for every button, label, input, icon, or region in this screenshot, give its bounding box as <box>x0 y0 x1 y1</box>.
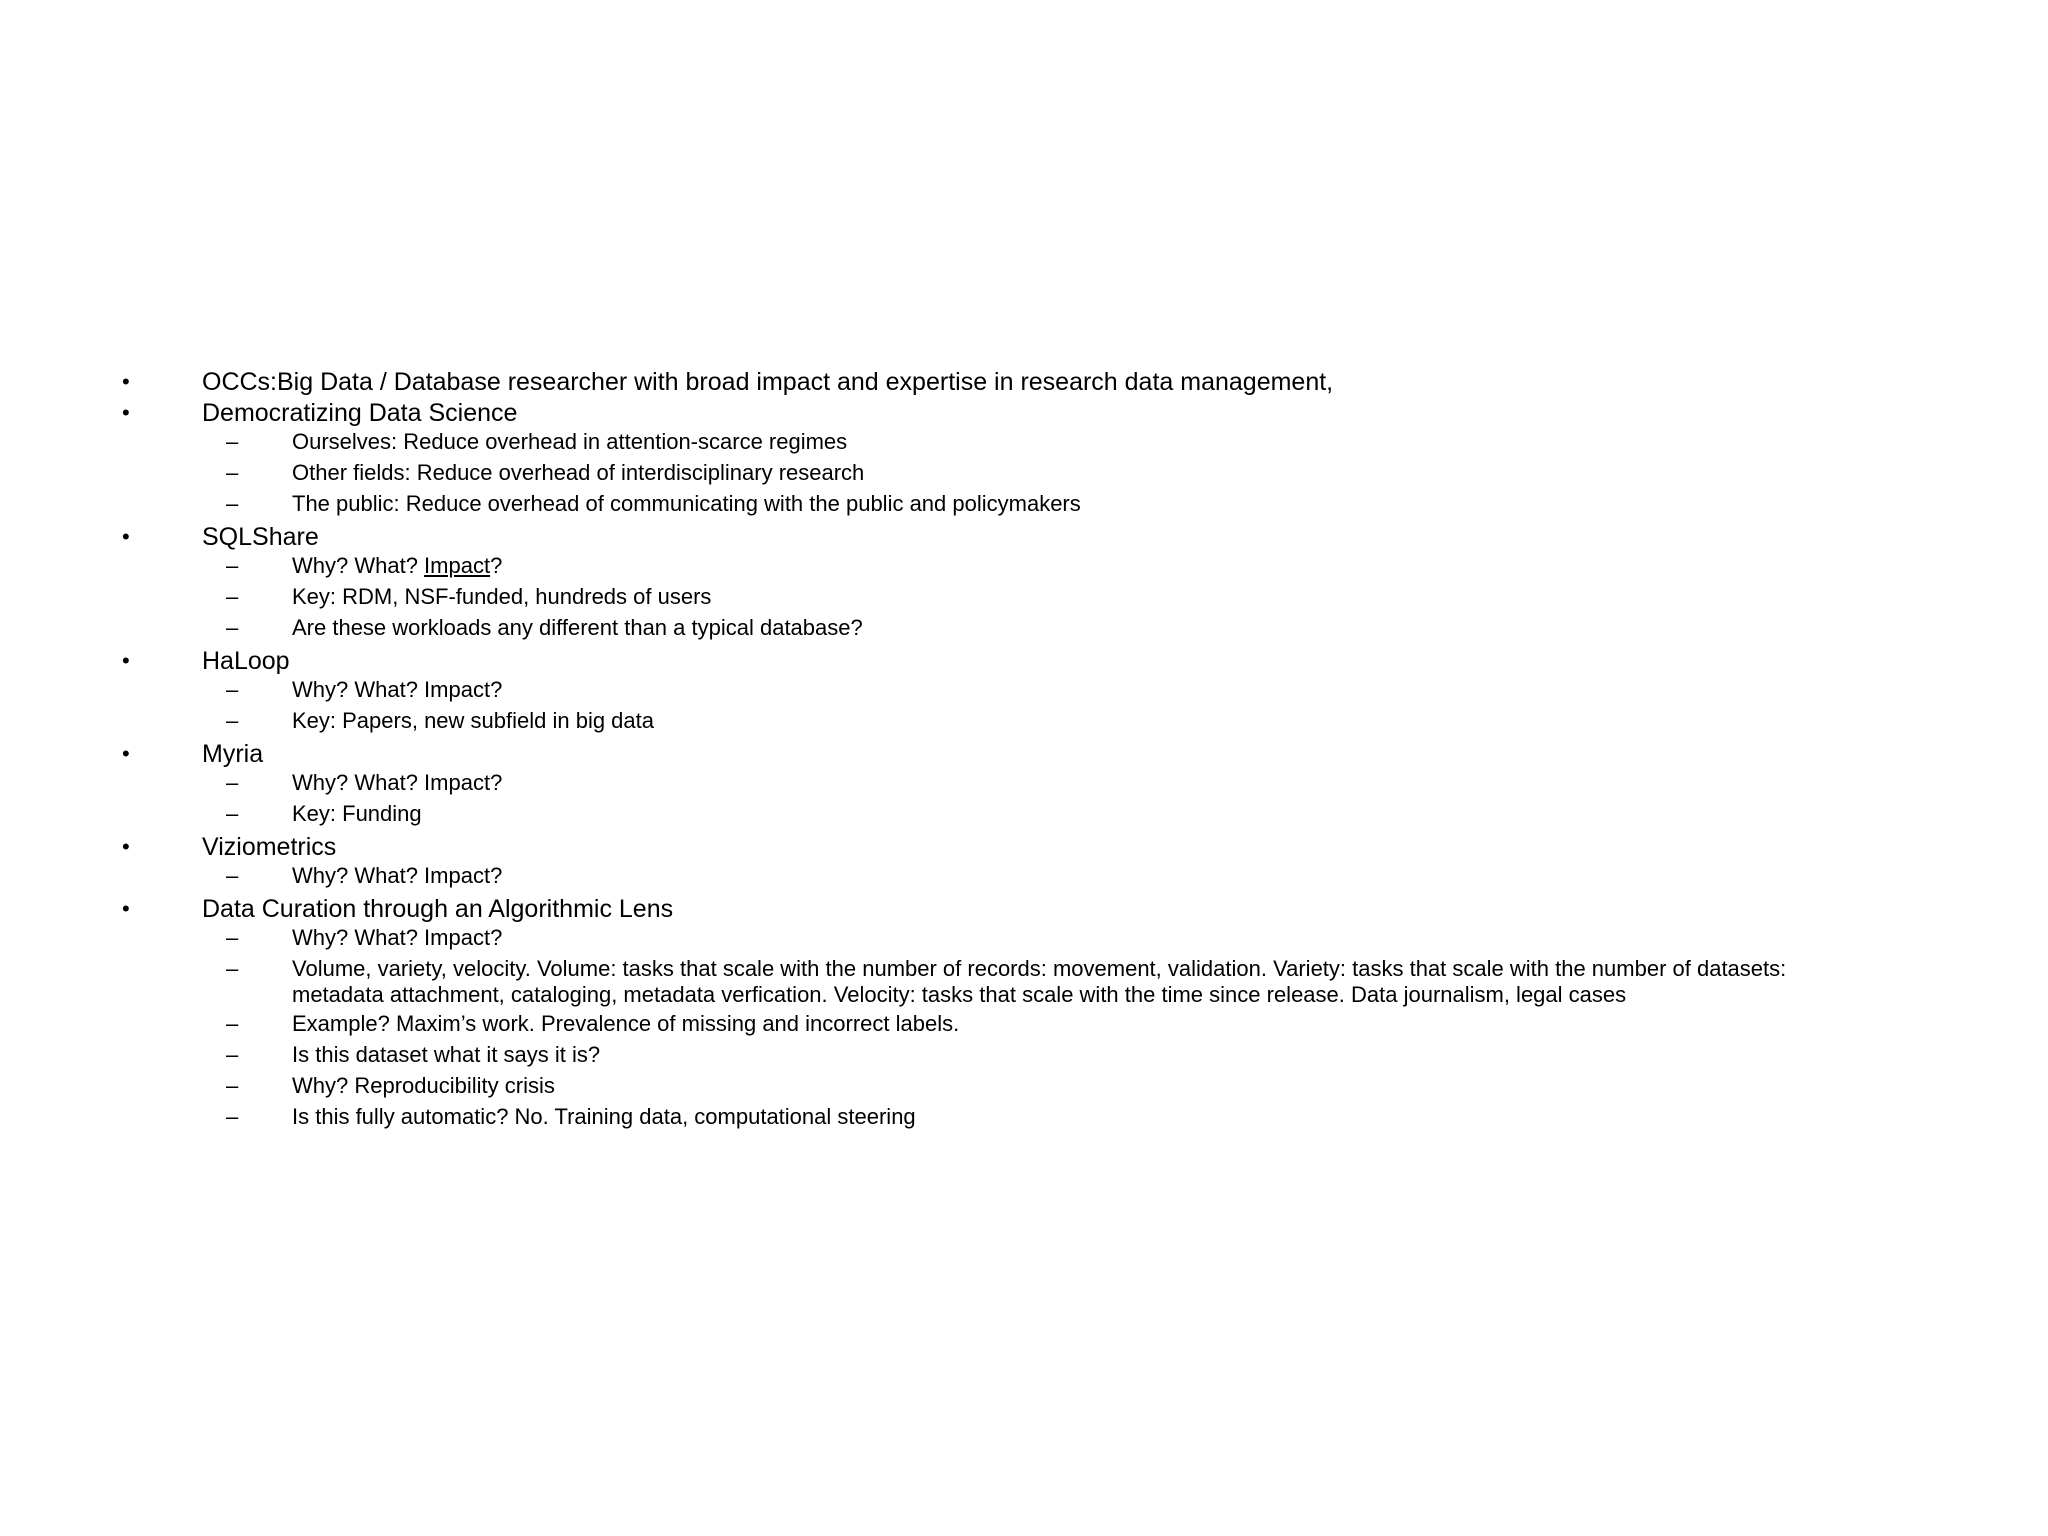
bullet-text: Democratizing Data Science <box>202 399 518 427</box>
dash-marker: – <box>226 863 239 888</box>
sub-bullet-text <box>292 956 1952 1008</box>
sub-bullet-text <box>292 553 1952 579</box>
bullet-text: SQLShare <box>202 523 319 551</box>
sub-bullet-text: Key: RDM, NSF-funded, hundreds of users <box>292 584 712 609</box>
sub-bullet-text: Example? Maxim’s work. Prevalence of missing and incorrect labels. <box>292 1011 960 1036</box>
wrapped-line: Volume, variety, velocity. Volume: tasks that scale with the number of records: movement, validation. Variety: tasks that scale with the number of datasets: <box>292 956 1787 981</box>
sub-bullet-text: Is this fully automatic? No. Training data, computational steering <box>292 1104 916 1129</box>
sub-bullet-text: Ourselves: Reduce overhead in attention-scarce regimes <box>292 429 848 454</box>
bullet-marker: • <box>122 896 130 921</box>
dash-marker: – <box>226 429 239 454</box>
sub-bullet-text: The public: Reduce overhead of communicating with the public and policymakers <box>292 491 1081 516</box>
underlined-text: Impact <box>424 553 491 578</box>
sub-bullet-text: Is this dataset what it says it is? <box>292 1042 601 1067</box>
text-segment: Why? What? <box>292 553 425 578</box>
dash-marker: – <box>226 553 239 578</box>
dash-marker: – <box>226 1104 239 1129</box>
bullet-marker: • <box>122 648 130 673</box>
dash-marker: – <box>226 584 239 609</box>
bullet-text: Data Curation through an Algorithmic Lens <box>202 895 674 923</box>
dash-marker: – <box>226 1073 239 1098</box>
bullet-marker: • <box>122 400 130 425</box>
dash-marker: – <box>226 615 239 640</box>
bullet-marker: • <box>122 834 130 859</box>
sub-bullet-text: Why? What? Impact? <box>292 770 503 795</box>
bullet-text: OCCs:Big Data / Database researcher with broad impact and expertise in research data management, <box>202 368 1334 396</box>
sub-bullet-text: Key: Funding <box>292 801 422 826</box>
dash-marker: – <box>226 1042 239 1067</box>
wrapped-line: metadata attachment, cataloging, metadata verfication. Velocity: tasks that scale with the time since release. Data journalism, legal cases <box>292 982 1627 1007</box>
sub-bullet-text: Why? What? Impact? <box>292 863 503 888</box>
bullet-marker: • <box>122 369 130 394</box>
sub-bullet-text: Are these workloads any different than a typical database? <box>292 615 863 640</box>
sub-bullet-text: Why? What? Impact? <box>292 677 503 702</box>
sub-bullet-text: Other fields: Reduce overhead of interdisciplinary research <box>292 460 865 485</box>
bullet-marker: • <box>122 524 130 549</box>
dash-marker: – <box>226 1011 239 1036</box>
dash-marker: – <box>226 956 239 981</box>
bullet-text: Viziometrics <box>202 833 337 861</box>
bullet-text: Myria <box>202 740 264 768</box>
text-segment: ? <box>490 553 503 578</box>
dash-marker: – <box>226 770 239 795</box>
dash-marker: – <box>226 925 239 950</box>
dash-marker: – <box>226 460 239 485</box>
bullet-marker: • <box>122 741 130 766</box>
sub-bullet-text: Why? Reproducibility crisis <box>292 1073 555 1098</box>
dash-marker: – <box>226 708 239 733</box>
bullet-text: HaLoop <box>202 647 290 675</box>
sub-bullet-text: Why? What? Impact? <box>292 925 503 950</box>
dash-marker: – <box>226 677 239 702</box>
sub-bullet-text: Key: Papers, new subfield in big data <box>292 708 655 733</box>
dash-marker: – <box>226 801 239 826</box>
dash-marker: – <box>226 491 239 516</box>
